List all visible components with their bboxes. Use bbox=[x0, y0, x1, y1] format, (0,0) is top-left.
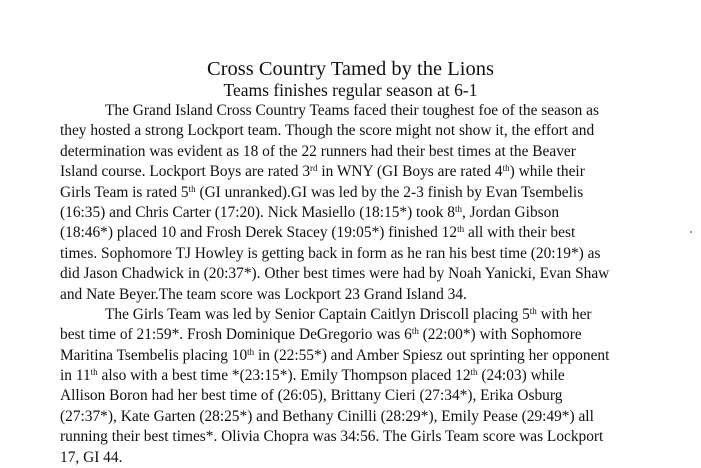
article-line bbox=[60, 264, 660, 284]
text-run: ) while their bbox=[509, 163, 585, 181]
article-line bbox=[60, 427, 660, 447]
text-run: 17, GI 44. bbox=[60, 448, 123, 466]
text-run: The Grand Island Cross Country Teams faced their toughest foe of the season as bbox=[105, 102, 600, 119]
text-run: they hosted a strong Lockport team. Though the score might not show it, the effort and bbox=[60, 122, 595, 140]
text-run: (GI unranked).GI was led by the 2-3 finish by Evan Tsembelis bbox=[195, 183, 584, 201]
text-run: The Girls Team was led by Senior Captain Caitlyn Driscoll placing 5 bbox=[105, 305, 530, 323]
text-run: (18:46*) placed 10 and Frosh Derek Stacey (19:05*) finished 12 bbox=[60, 224, 458, 242]
article-line bbox=[60, 121, 660, 141]
article-line bbox=[60, 162, 660, 182]
text-run: (22:00*) with Sophomore bbox=[418, 326, 582, 344]
article-line bbox=[60, 203, 660, 223]
text-run: , Jordan Gibson bbox=[461, 203, 560, 221]
article-line bbox=[60, 244, 660, 264]
text-run: in (22:55*) and Amber Spiesz out sprinting her opponent bbox=[254, 346, 610, 364]
article-line bbox=[60, 223, 660, 243]
article-title: Cross Country Tamed by the Lions bbox=[207, 58, 494, 80]
article-line bbox=[60, 285, 660, 305]
article-line bbox=[60, 142, 660, 162]
article-body bbox=[60, 101, 660, 468]
ordinal-suffix: th bbox=[502, 163, 510, 174]
ordinal-suffix: rd bbox=[310, 163, 318, 174]
ordinal-suffix: th bbox=[188, 183, 196, 194]
ordinal-suffix: th bbox=[411, 326, 419, 337]
text-run: also with a best time *(23:15*). Emily Thompson placed 12 bbox=[97, 367, 471, 385]
text-run: in 11 bbox=[60, 367, 91, 385]
ordinal-suffix: th bbox=[247, 346, 255, 357]
article-line bbox=[60, 305, 660, 325]
text-run: determination was evident as 18 of the 22 runners had their best times at the Beaver bbox=[60, 142, 576, 160]
ordinal-suffix: th bbox=[529, 305, 537, 316]
text-run: all with their best bbox=[464, 224, 576, 242]
text-run: in WNY (GI Boys are rated 4 bbox=[317, 163, 503, 181]
article-line bbox=[60, 366, 660, 386]
article-line bbox=[60, 386, 660, 406]
text-run: (16:35) and Chris Carter (17:20). Nick Masiello (18:15*) took 8 bbox=[60, 203, 455, 221]
article-line bbox=[60, 101, 660, 121]
text-run: and Nate Beyer.The team score was Lockport 23 Grand Island 34. bbox=[60, 285, 467, 303]
text-run: Allison Boron had her best time of (26:05), Brittany Cieri (27:34*), Erika Osburg bbox=[60, 387, 563, 405]
article-line bbox=[60, 346, 660, 366]
text-run: did Jason Chadwick in (20:37*). Other best times were had by Noah Yanicki, Evan Shaw bbox=[60, 265, 610, 283]
ordinal-suffix: th bbox=[457, 224, 465, 235]
text-run: (27:37*), Kate Garten (28:25*) and Bethany Cinilli (28:29*), Emily Pease (29:49*) all bbox=[60, 407, 594, 425]
article-subtitle: Teams finishes regular season at 6-1 bbox=[223, 80, 478, 100]
ordinal-suffix: th bbox=[454, 203, 462, 214]
text-run: Girls Team is rated 5 bbox=[60, 183, 189, 201]
text-run: best time of 21:59*. Frosh Dominique DeGregorio was 6 bbox=[60, 326, 412, 344]
text-run: times. Sophomore TJ Howley is getting back in form as he ran his best time (20:19*) as bbox=[60, 244, 601, 262]
text-run: running their best times*. Olivia Chopra was 34:56. The Girls Team score was Lockport bbox=[60, 428, 604, 446]
ordinal-suffix: th bbox=[470, 367, 478, 378]
text-run: (24:03) while bbox=[477, 367, 565, 385]
article-line bbox=[60, 325, 660, 345]
article-line bbox=[60, 407, 660, 427]
article-line bbox=[60, 183, 660, 203]
text-run: Maritina Tsembelis placing 10 bbox=[60, 346, 248, 364]
text-run: Island course. Lockport Boys are rated 3 bbox=[60, 163, 311, 181]
text-run: with her bbox=[536, 305, 592, 323]
scan-speck bbox=[690, 231, 692, 233]
ordinal-suffix: th bbox=[90, 367, 98, 378]
